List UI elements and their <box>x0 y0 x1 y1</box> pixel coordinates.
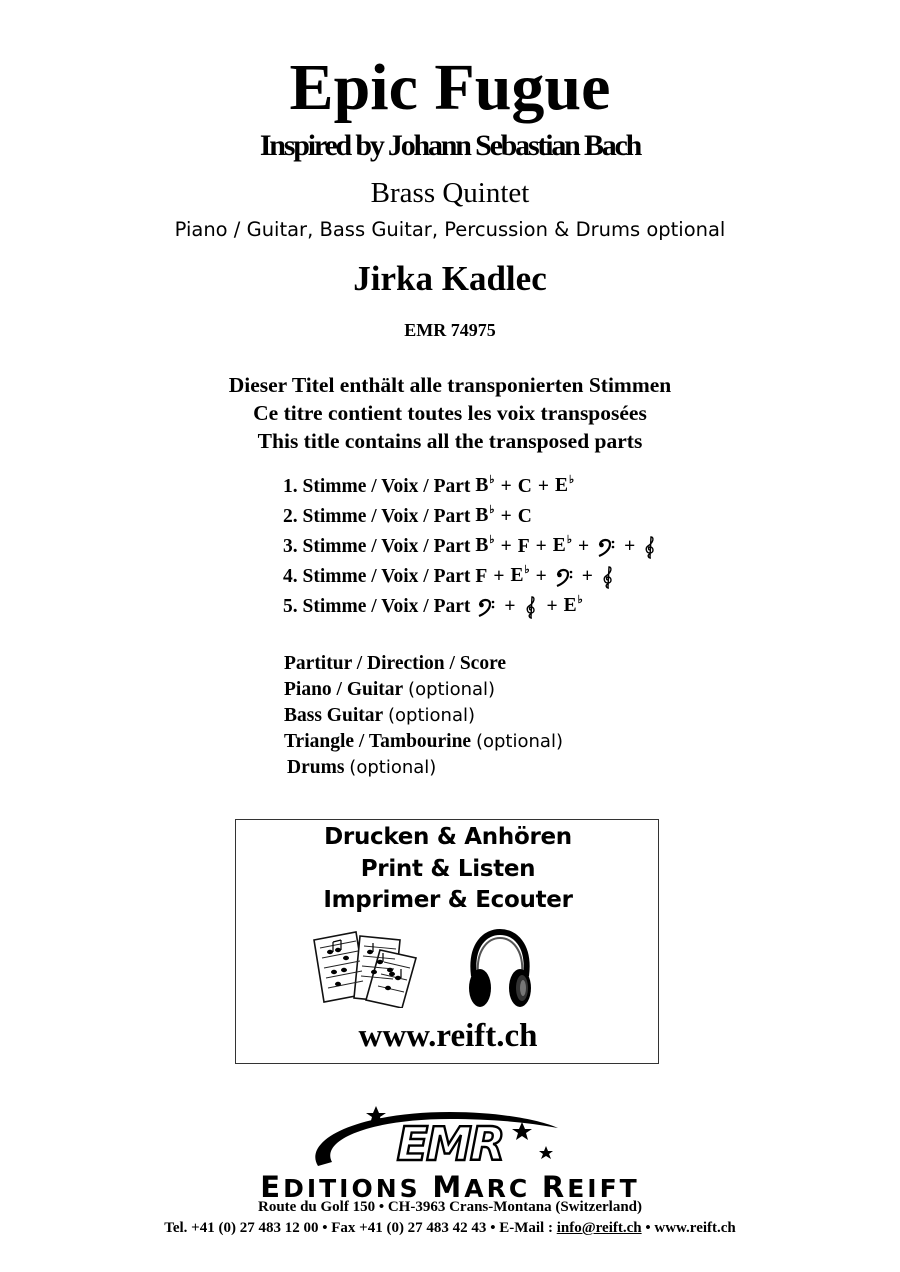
publisher-address: Route du Golf 150 • CH-3963 Crans-Montana (Switzerland) <box>258 1199 642 1215</box>
plus-sign: + <box>535 566 547 587</box>
extra-note: (optional) <box>475 731 563 752</box>
plus-sign: + <box>624 536 636 557</box>
list-item <box>284 703 563 729</box>
subtitle: Inspired by Johann Sebastian Bach <box>259 129 641 162</box>
treble-clef-icon <box>525 595 538 619</box>
treble-clef-icon <box>644 535 657 559</box>
part-label: 4. Stimme / Voix / Part <box>283 566 471 587</box>
part-label: 5. Stimme / Voix / Part <box>283 596 471 617</box>
bass-clef-icon <box>478 595 495 619</box>
plus-sign: + <box>578 536 590 557</box>
extra-note: (optional) <box>388 705 476 726</box>
publisher-word: EIFT <box>567 1174 640 1203</box>
extras-list <box>284 651 563 781</box>
part-row <box>283 532 660 562</box>
notice-german: Dieser Titel enthält alle transponierten Stimmen <box>228 373 672 397</box>
bass-clef-icon <box>556 565 573 589</box>
part-label: 1. Stimme / Voix / Part <box>283 476 471 497</box>
publisher-cap: R <box>541 1170 568 1204</box>
publisher-cap: E <box>260 1170 284 1204</box>
pitch-label: B♭ <box>475 534 495 556</box>
extra-note: (optional) <box>408 679 496 700</box>
extra-name: Piano / Guitar <box>284 679 404 700</box>
plus-sign: + <box>500 536 512 557</box>
plus-sign: + <box>500 506 512 527</box>
plus-sign: + <box>537 476 549 497</box>
extra-note: (optional) <box>349 757 437 778</box>
pitch-label: E♭ <box>510 564 530 586</box>
plus-sign: + <box>500 476 512 497</box>
part-label: 2. Stimme / Voix / Part <box>283 506 471 527</box>
fax: Fax +41 (0) 27 483 42 43 <box>331 1220 487 1236</box>
print-box-french: Imprimer & Ecouter <box>323 887 573 913</box>
plus-sign: + <box>546 596 558 617</box>
website-link[interactable]: www.reift.ch <box>654 1220 736 1236</box>
extra-name: Partitur / Direction / Score <box>284 653 507 674</box>
plus-sign: + <box>581 566 593 587</box>
extra-name: Bass Guitar <box>284 705 384 726</box>
pitch-label: E♭ <box>563 594 583 616</box>
parts-list <box>283 472 660 622</box>
bass-clef-icon <box>598 535 615 559</box>
logo-text: EMR <box>396 1117 504 1171</box>
catalog-number: EMR 74975 <box>404 320 496 340</box>
pitch-label: F <box>517 536 530 557</box>
part-row <box>283 592 660 622</box>
pitch-label: B♭ <box>475 504 495 526</box>
pitch-label: C <box>517 506 532 527</box>
ensemble: Brass Quintet <box>370 177 530 209</box>
transposition-notice <box>0 371 900 455</box>
headphones-icon <box>464 928 536 1010</box>
part-label: 3. Stimme / Voix / Part <box>283 536 471 557</box>
print-box-url[interactable]: www.reift.ch <box>358 1018 538 1054</box>
emr-logo <box>300 1106 600 1178</box>
phone: Tel. +41 (0) 27 483 12 00 <box>164 1220 319 1236</box>
optional-instruments: Piano / Guitar, Bass Guitar, Percussion & Drums optional <box>174 218 726 241</box>
publisher-cap: M <box>432 1170 465 1204</box>
pitch-label: B♭ <box>475 474 495 496</box>
list-item <box>284 677 563 703</box>
treble-clef-icon <box>602 565 615 589</box>
pitch-label: E♭ <box>552 534 573 556</box>
list-item <box>284 729 563 755</box>
page-title: Epic Fugue <box>289 51 611 124</box>
list-item <box>284 755 563 781</box>
pitch-label: F <box>475 566 488 587</box>
pitch-label: C <box>517 476 532 497</box>
extra-name: Drums <box>287 757 345 778</box>
pitch-label: E♭ <box>554 474 575 496</box>
print-box-german: Drucken & Anhören <box>324 824 572 850</box>
notice-english: This title contains all the transposed parts <box>257 429 643 453</box>
extra-name: Triangle / Tambourine <box>284 731 472 752</box>
part-row <box>283 562 660 592</box>
part-row <box>283 472 660 502</box>
sheet-music-icon <box>308 928 423 1008</box>
plus-sign: + <box>535 536 547 557</box>
notice-french: Ce titre contient toutes les voix transposées <box>253 401 647 425</box>
publisher-contact: Tel. +41 (0) 27 483 12 00 • Fax +41 (0) 27 483 42 43 • E-Mail : info@reift.ch • www.reift.ch <box>164 1220 736 1236</box>
part-row <box>283 502 660 532</box>
email-label: E-Mail : <box>499 1220 553 1236</box>
print-listen-box <box>235 819 659 1064</box>
list-item <box>284 651 563 677</box>
publisher-word: ARC <box>464 1174 542 1203</box>
print-box-english: Print & Listen <box>360 856 536 882</box>
composer: Jirka Kadlec <box>353 259 547 298</box>
email-link[interactable]: info@reift.ch <box>556 1220 642 1236</box>
plus-sign: + <box>493 566 505 587</box>
publisher-word: DITIONS <box>283 1174 433 1203</box>
plus-sign: + <box>504 596 516 617</box>
